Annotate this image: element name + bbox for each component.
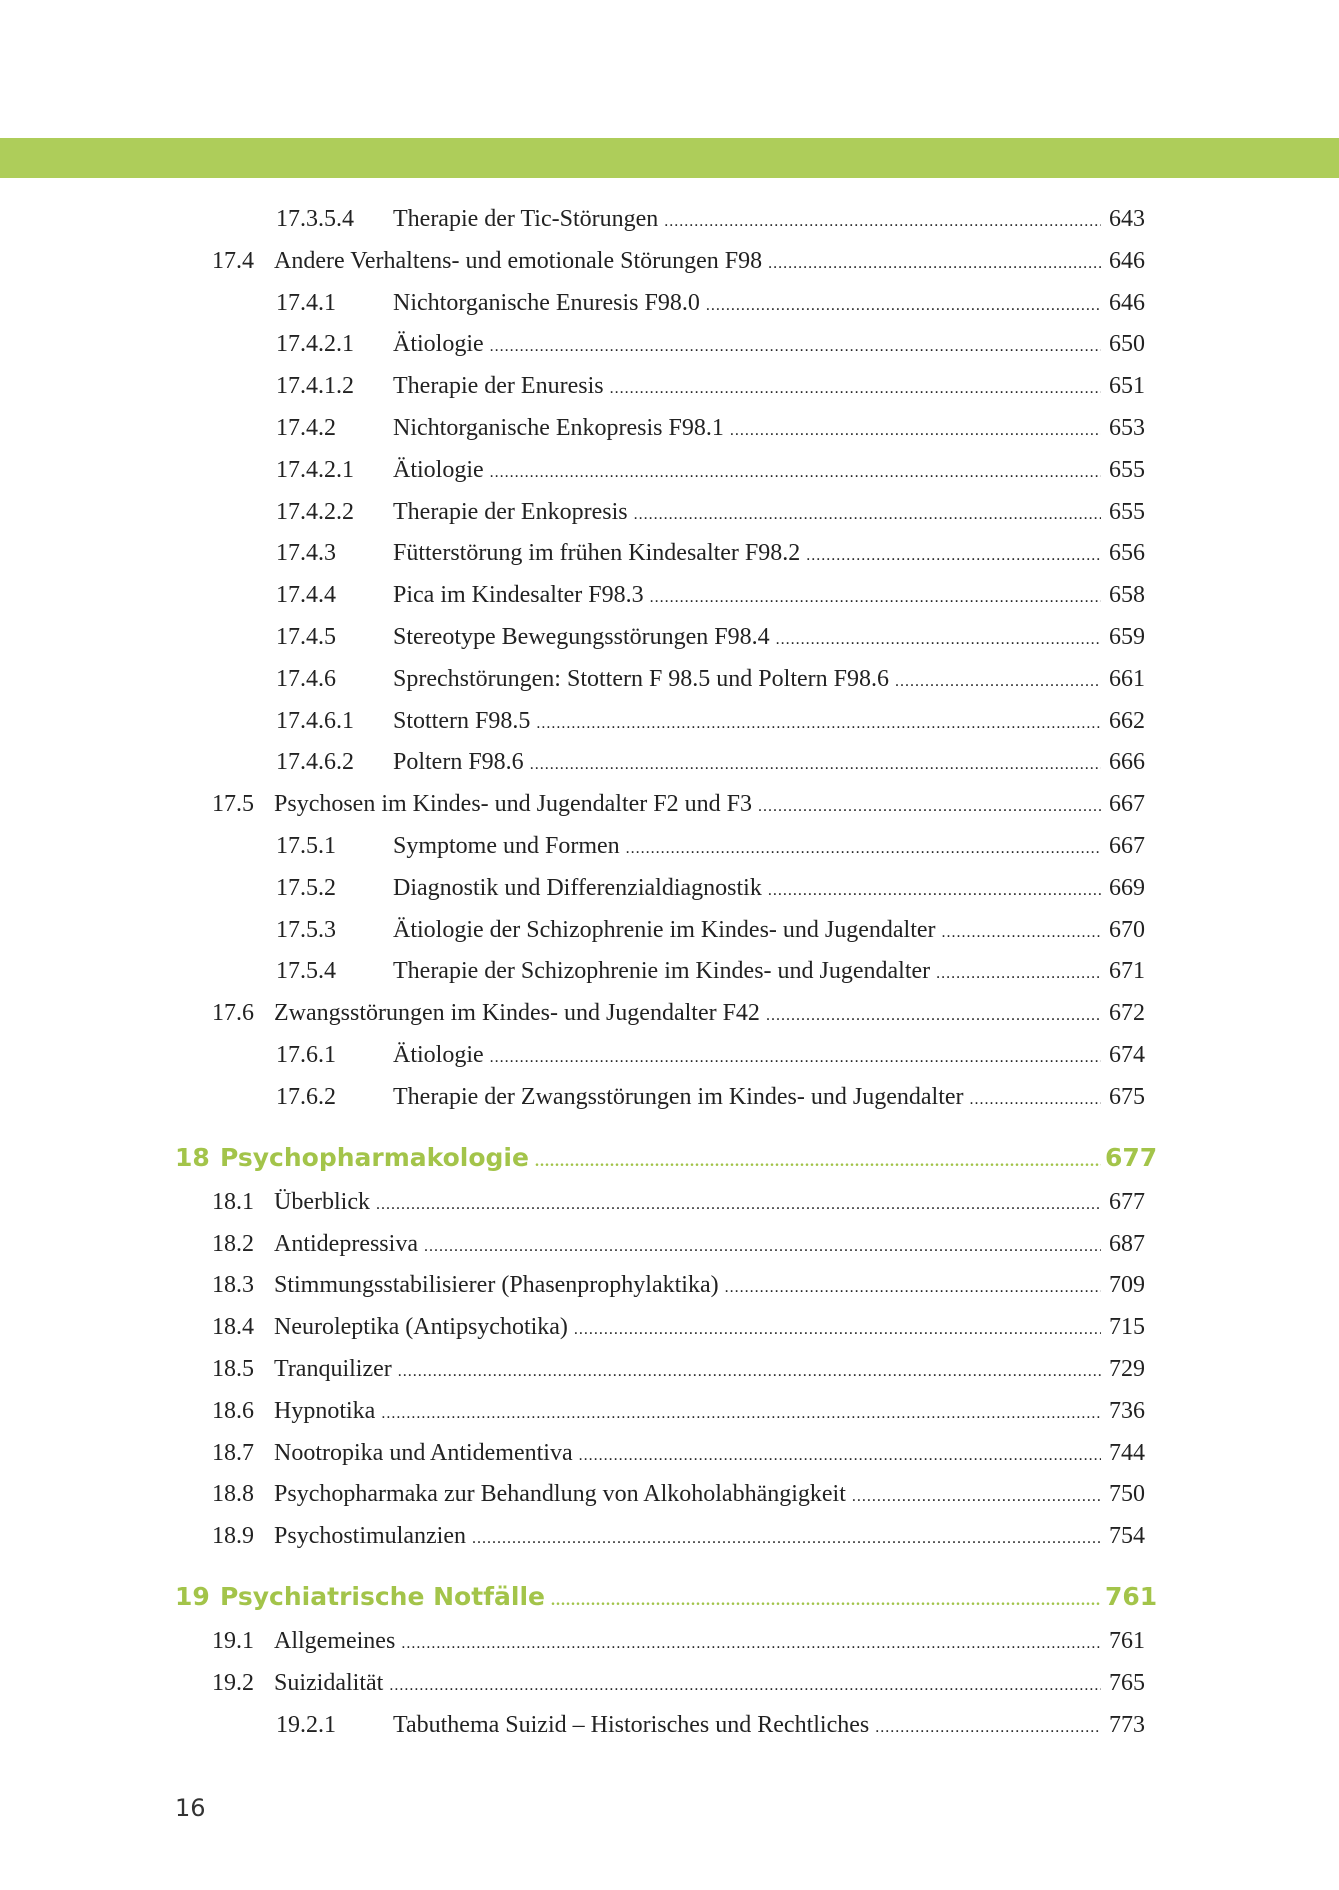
entry-title: Therapie der Enkopresis (393, 499, 628, 525)
entry-number: 18.8 (212, 1481, 254, 1507)
entry-page-number: 667 (1109, 833, 1145, 859)
toc-entry[interactable] (0, 1665, 1145, 1701)
toc-entry[interactable] (0, 1623, 1145, 1659)
entry-number: 17.6.2 (276, 1084, 336, 1110)
entry-number: 17.5 (212, 791, 254, 817)
entry-page-number: 736 (1109, 1398, 1145, 1424)
entry-number: 17.4.2 (276, 415, 336, 441)
leader-dots (768, 246, 1101, 282)
entry-title: Therapie der Enuresis (393, 373, 604, 399)
entry-page-number: 651 (1109, 373, 1145, 399)
leader-dots (650, 580, 1101, 616)
entry-number: 17.4.6.2 (276, 749, 354, 775)
toc-entry[interactable] (0, 1518, 1145, 1554)
leader-dots (875, 1710, 1101, 1746)
entry-number: 17.5.4 (276, 958, 336, 984)
toc-entry[interactable] (0, 494, 1145, 530)
leader-dots (626, 831, 1101, 867)
entry-number: 18.9 (212, 1523, 254, 1549)
toc-entry[interactable] (0, 661, 1145, 697)
leader-dots (852, 1479, 1101, 1515)
toc-entry[interactable] (0, 786, 1145, 822)
entry-page-number: 773 (1109, 1712, 1145, 1738)
entry-number: 19.2 (212, 1670, 254, 1696)
entry-title: Ätiologie (393, 331, 484, 357)
entry-page-number: 750 (1109, 1481, 1145, 1507)
entry-title: Symptome und Formen (393, 833, 620, 859)
entry-title: Therapie der Schizophrenie im Kindes- und Jugendalter (393, 958, 931, 984)
entry-number: 17.4.4 (276, 582, 336, 608)
leader-dots (610, 371, 1101, 407)
entry-number: 17.4.5 (276, 624, 336, 650)
entry-number: 18.6 (212, 1398, 254, 1424)
entry-number: 17.6 (212, 1000, 254, 1026)
entry-number: 17.4.1 (276, 290, 336, 316)
toc-entry[interactable] (0, 703, 1145, 739)
toc-entry[interactable] (0, 953, 1145, 989)
entry-title: Ätiologie (393, 457, 484, 483)
entry-number: 18.1 (212, 1189, 254, 1215)
leader-dots (766, 998, 1101, 1034)
entry-number: 17.4.2.2 (276, 499, 354, 525)
toc-entry[interactable] (0, 1393, 1145, 1429)
entry-title: Psychiatrische Notfälle (220, 1582, 546, 1611)
entry-page-number: 677 (1109, 1189, 1145, 1215)
entry-page-number: 667 (1109, 791, 1145, 817)
toc-entry[interactable] (0, 912, 1145, 948)
entry-page-number: 754 (1109, 1523, 1145, 1549)
toc-entry[interactable] (0, 285, 1145, 321)
entry-title: Stottern F98.5 (393, 708, 531, 734)
entry-title: Therapie der Tic-Störungen (393, 206, 659, 232)
entry-number: 18.2 (212, 1231, 254, 1257)
leader-dots (551, 1583, 1101, 1619)
leader-dots (706, 288, 1101, 324)
entry-title: Nichtorganische Enkopresis F98.1 (393, 415, 724, 441)
leader-dots (758, 789, 1101, 825)
toc-entry[interactable] (0, 243, 1145, 279)
toc-entry[interactable] (0, 535, 1145, 571)
leader-dots (490, 329, 1101, 365)
entry-page-number: 666 (1109, 749, 1145, 775)
toc-entry[interactable] (0, 1435, 1145, 1471)
entry-title: Nichtorganische Enuresis F98.0 (393, 290, 700, 316)
entry-page-number: 669 (1109, 875, 1145, 901)
leader-dots (895, 664, 1101, 700)
entry-page-number: 687 (1109, 1231, 1145, 1257)
entry-page-number: 761 (1105, 1582, 1158, 1611)
entry-number: 18.7 (212, 1440, 254, 1466)
entry-number: 18 (175, 1143, 210, 1172)
leader-dots (970, 1082, 1101, 1118)
leader-dots (776, 622, 1101, 658)
leader-dots (579, 1438, 1101, 1474)
leader-dots (490, 1040, 1101, 1076)
entry-page-number: 658 (1109, 582, 1145, 608)
toc-entry[interactable] (0, 577, 1145, 613)
toc-entry[interactable] (0, 1351, 1145, 1387)
entry-page-number: 643 (1109, 206, 1145, 232)
toc-entry[interactable] (0, 1037, 1145, 1073)
entry-number: 17.5.3 (276, 917, 336, 943)
entry-number: 17.5.1 (276, 833, 336, 859)
entry-page-number: 677 (1105, 1143, 1158, 1172)
entry-page-number: 674 (1109, 1042, 1145, 1068)
entry-title: Suizidalität (274, 1670, 384, 1696)
entry-title: Stereotype Bewegungsstörungen F98.4 (393, 624, 770, 650)
leader-dots (768, 873, 1101, 909)
toc-entry[interactable] (0, 744, 1145, 780)
toc-entry[interactable] (0, 1267, 1145, 1303)
entry-title: Ätiologie (393, 1042, 484, 1068)
entry-title: Zwangsstörungen im Kindes- und Jugendalter F42 (274, 1000, 760, 1026)
entry-page-number: 655 (1109, 499, 1145, 525)
entry-number: 17.4.3 (276, 540, 336, 566)
toc-entry[interactable] (0, 828, 1145, 864)
leader-dots (730, 413, 1101, 449)
leader-dots (536, 706, 1101, 742)
header-accent-band (0, 138, 1339, 178)
entry-page-number: 709 (1109, 1272, 1145, 1298)
entry-title: Poltern F98.6 (393, 749, 524, 775)
entry-number: 18.3 (212, 1272, 254, 1298)
entry-number: 17.4 (212, 248, 254, 274)
entry-title: Neuroleptika (Antipsychotika) (274, 1314, 568, 1340)
entry-page-number: 646 (1109, 248, 1145, 274)
entry-title: Fütterstörung im frühen Kindesalter F98.2 (393, 540, 801, 566)
toc-entry[interactable] (0, 1476, 1145, 1512)
entry-number: 17.5.2 (276, 875, 336, 901)
entry-page-number: 653 (1109, 415, 1145, 441)
entry-number: 17.6.1 (276, 1042, 336, 1068)
entry-number: 17.4.6 (276, 666, 336, 692)
toc-entry[interactable] (0, 410, 1145, 446)
leader-dots (535, 1144, 1101, 1180)
toc-entry[interactable] (0, 995, 1145, 1031)
leader-dots (381, 1396, 1101, 1432)
entry-number: 17.4.1.2 (276, 373, 354, 399)
entry-title: Ätiologie der Schizophrenie im Kindes- und Jugendalter (393, 917, 936, 943)
entry-number: 17.3.5.4 (276, 206, 354, 232)
entry-page-number: 672 (1109, 1000, 1145, 1026)
leader-dots (424, 1229, 1101, 1265)
entry-title: Psychopharmakologie (220, 1143, 529, 1172)
entry-title: Tranquilizer (274, 1356, 392, 1382)
entry-page-number: 670 (1109, 917, 1145, 943)
toc-entry[interactable] (0, 1309, 1145, 1345)
entry-title: Therapie der Zwangsstörungen im Kindes- und Jugendalter (393, 1084, 964, 1110)
leader-dots (664, 204, 1101, 240)
entry-title: Psychopharmaka zur Behandlung von Alkoholabhängigkeit (274, 1481, 846, 1507)
entry-page-number: 744 (1109, 1440, 1145, 1466)
toc-chapter-heading[interactable] (0, 1140, 1158, 1176)
entry-title: Pica im Kindesalter F98.3 (393, 582, 644, 608)
leader-dots (490, 455, 1101, 491)
entry-title: Antidepressiva (274, 1231, 418, 1257)
leader-dots (634, 497, 1101, 533)
entry-title: Diagnostik und Differenzialdiagnostik (393, 875, 762, 901)
entry-number: 19 (175, 1582, 210, 1611)
entry-page-number: 671 (1109, 958, 1145, 984)
entry-number: 17.4.2.1 (276, 457, 354, 483)
entry-page-number: 765 (1109, 1670, 1145, 1696)
entry-page-number: 729 (1109, 1356, 1145, 1382)
leader-dots (389, 1668, 1101, 1704)
toc-entry[interactable] (0, 1079, 1145, 1115)
entry-page-number: 662 (1109, 708, 1145, 734)
leader-dots (398, 1354, 1101, 1390)
leader-dots (936, 956, 1101, 992)
entry-number: 19.1 (212, 1628, 254, 1654)
entry-number: 18.5 (212, 1356, 254, 1382)
entry-page-number: 715 (1109, 1314, 1145, 1340)
leader-dots (472, 1521, 1101, 1557)
leader-dots (806, 538, 1101, 574)
toc-entry[interactable] (0, 452, 1145, 488)
toc-entry[interactable] (0, 1707, 1145, 1743)
leader-dots (574, 1312, 1101, 1348)
leader-dots (725, 1270, 1101, 1306)
toc-entry[interactable] (0, 1226, 1145, 1262)
entry-page-number: 656 (1109, 540, 1145, 566)
entry-page-number: 646 (1109, 290, 1145, 316)
leader-dots (376, 1187, 1101, 1223)
entry-number: 17.4.6.1 (276, 708, 354, 734)
entry-title: Psychosen im Kindes- und Jugendalter F2 und F3 (274, 791, 752, 817)
entry-page-number: 675 (1109, 1084, 1145, 1110)
entry-title: Nootropika und Antidementiva (274, 1440, 573, 1466)
toc-entry[interactable] (0, 619, 1145, 655)
entry-title: Psychostimulanzien (274, 1523, 466, 1549)
entry-page-number: 761 (1109, 1628, 1145, 1654)
leader-dots (401, 1626, 1101, 1662)
entry-title: Tabuthema Suizid – Historisches und Rechtliches (393, 1712, 870, 1738)
entry-page-number: 650 (1109, 331, 1145, 357)
toc-entry[interactable] (0, 201, 1145, 237)
entry-number: 18.4 (212, 1314, 254, 1340)
leader-dots (530, 747, 1101, 783)
page-number-folio: 16 (175, 1794, 206, 1822)
entry-title: Sprechstörungen: Stottern F 98.5 und Poltern F98.6 (393, 666, 889, 692)
leader-dots (942, 915, 1101, 951)
entry-title: Allgemeines (274, 1628, 396, 1654)
entry-title: Stimmungsstabilisierer (Phasenprophylaktika) (274, 1272, 719, 1298)
entry-page-number: 661 (1109, 666, 1145, 692)
toc-entry[interactable] (0, 1184, 1145, 1220)
toc-chapter-heading[interactable] (0, 1579, 1158, 1615)
entry-number: 17.4.2.1 (276, 331, 354, 357)
entry-number: 19.2.1 (276, 1712, 336, 1738)
entry-page-number: 655 (1109, 457, 1145, 483)
toc-entry[interactable] (0, 368, 1145, 404)
entry-title: Überblick (274, 1189, 370, 1215)
entry-page-number: 659 (1109, 624, 1145, 650)
entry-title: Hypnotika (274, 1398, 376, 1424)
toc-entry[interactable] (0, 326, 1145, 362)
toc-entry[interactable] (0, 870, 1145, 906)
entry-title: Andere Verhaltens- und emotionale Störungen F98 (274, 248, 763, 274)
